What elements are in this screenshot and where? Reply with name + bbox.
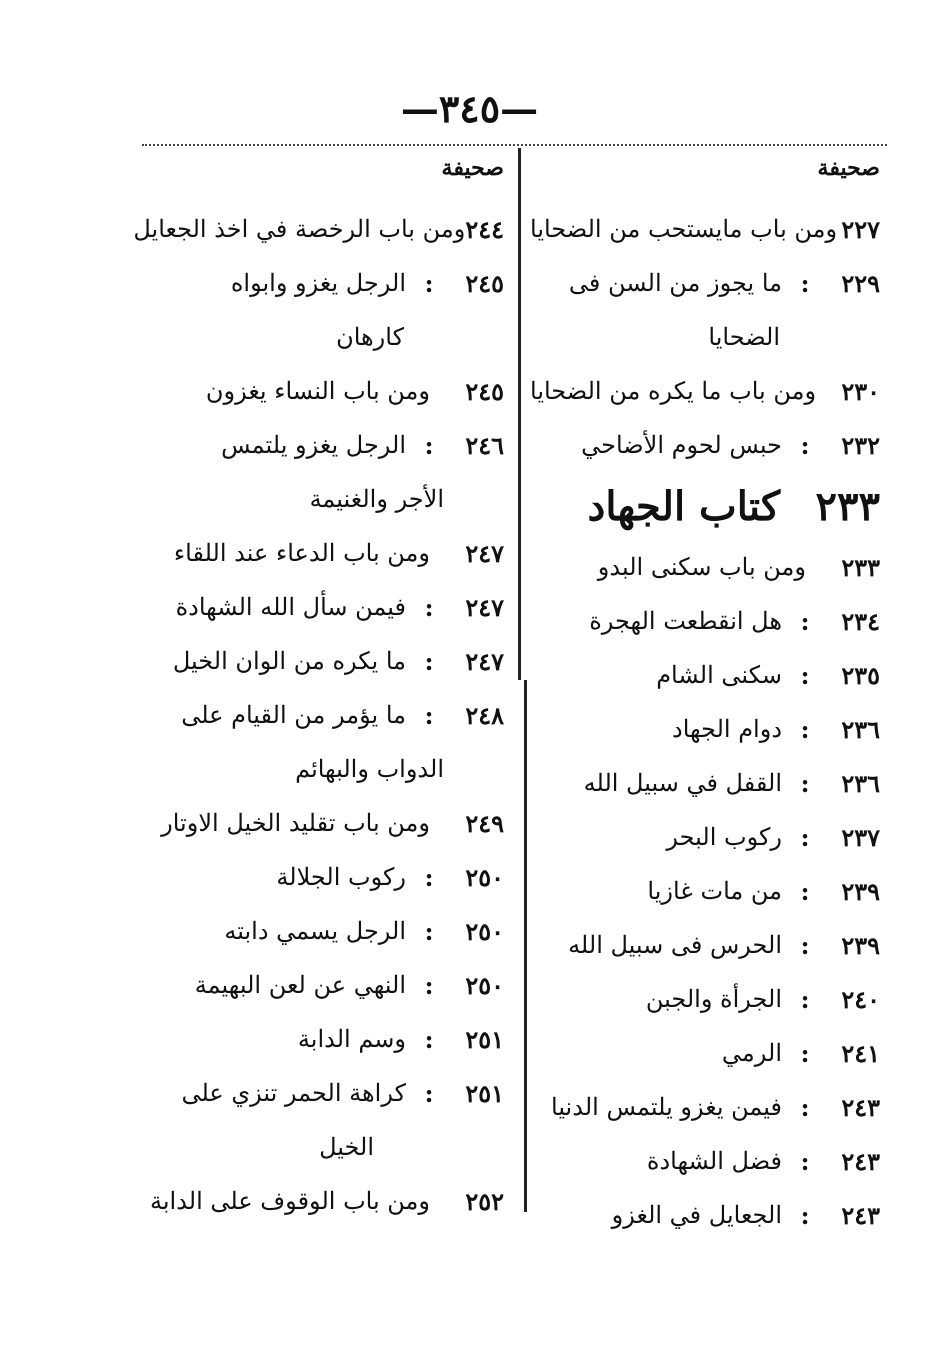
colon-separator: : bbox=[800, 1146, 810, 1176]
page-ref: ٢٣٩ bbox=[841, 876, 880, 906]
entry-title: ومن باب ما يكره من الضحايا bbox=[530, 377, 817, 405]
page-ref: ٢٥٠ bbox=[465, 970, 504, 1000]
colon-separator: : bbox=[800, 1092, 810, 1122]
entry-title: دوام الجهاد bbox=[672, 715, 782, 743]
page-ref: ٢٣٢ bbox=[841, 430, 880, 460]
index-entry bbox=[142, 634, 504, 688]
index-entry bbox=[142, 364, 504, 418]
entry-title: الرجل يسمي دابته bbox=[224, 917, 406, 945]
index-entry bbox=[530, 756, 880, 810]
dotted-top-rule bbox=[142, 144, 887, 146]
entry-title: الأجر والغنيمة bbox=[309, 485, 444, 513]
entry-title: ومن باب مايستحب من الضحايا bbox=[530, 215, 838, 243]
entry-title: ومن باب تقليد الخيل الاوتار bbox=[161, 809, 430, 837]
page-ref: ٢٣٤ bbox=[841, 606, 880, 636]
entry-title: ما يؤمر من القيام على bbox=[181, 701, 406, 729]
colon-separator: : bbox=[800, 1038, 810, 1068]
entry-title: الدواب والبهائم bbox=[295, 755, 444, 783]
entry-title: فيمن يغزو يلتمس الدنيا bbox=[551, 1093, 782, 1121]
index-entry bbox=[142, 904, 504, 958]
page-ref: ٢٣٦ bbox=[841, 768, 880, 798]
page-ref: ٢٣٩ bbox=[841, 930, 880, 960]
colon-separator: : bbox=[800, 660, 810, 690]
colon-separator: : bbox=[800, 714, 810, 744]
colon-separator: : bbox=[424, 1078, 434, 1108]
entry-title: ركوب البحر bbox=[666, 823, 782, 851]
index-entry bbox=[530, 810, 880, 864]
index-entry-continuation bbox=[142, 1120, 504, 1174]
page-ref: ٢٥٢ bbox=[465, 1186, 504, 1216]
page-ref: ٢٤٧ bbox=[465, 646, 504, 676]
colon-separator: : bbox=[424, 916, 434, 946]
index-entry bbox=[142, 1012, 504, 1066]
index-entry bbox=[142, 418, 504, 472]
index-entry bbox=[530, 1080, 880, 1134]
index-entry bbox=[530, 418, 880, 472]
entry-title: ومن باب النساء يغزون bbox=[205, 377, 430, 405]
entry-title: النهي عن لعن البهيمة bbox=[194, 971, 406, 999]
index-entry-continuation bbox=[530, 310, 880, 364]
colon-separator: : bbox=[800, 1200, 810, 1230]
entry-title: من مات غازيا bbox=[647, 877, 782, 905]
section-title: كتاب الجهاد bbox=[587, 482, 780, 530]
entry-title: فيمن سأل الله الشهادة bbox=[175, 593, 406, 621]
entry-title: الرجل يغزو وابواه bbox=[230, 269, 406, 297]
index-entry bbox=[530, 864, 880, 918]
index-entry-continuation bbox=[142, 472, 504, 526]
page-ref: ٢٤٦ bbox=[465, 430, 504, 460]
colon-separator: : bbox=[800, 822, 810, 852]
entry-title: الجرأة والجبن bbox=[645, 985, 782, 1013]
entry-title: ومن باب الدعاء عند اللقاء bbox=[173, 539, 430, 567]
colon-separator: : bbox=[800, 768, 810, 798]
entry-title: الخيل bbox=[319, 1133, 374, 1161]
colon-separator: : bbox=[800, 930, 810, 960]
index-entry bbox=[530, 972, 880, 1026]
page-ref: ٢٤١ bbox=[841, 1038, 880, 1068]
page-ref: ٢٤٧ bbox=[465, 592, 504, 622]
index-entry bbox=[142, 850, 504, 904]
entry-title: الرجل يغزو يلتمس bbox=[221, 431, 406, 459]
page-ref: ٢٥٠ bbox=[465, 916, 504, 946]
entry-title: الجعايل في الغزو bbox=[611, 1201, 782, 1229]
entry-title: وسم الدابة bbox=[297, 1025, 406, 1053]
left-column bbox=[133, 148, 504, 1228]
index-entry bbox=[530, 594, 880, 648]
page-ref: ٢٤٥ bbox=[465, 376, 504, 406]
colon-separator: : bbox=[424, 430, 434, 460]
page-ref: ٢٣٣ bbox=[841, 552, 880, 582]
colon-separator: : bbox=[800, 430, 810, 460]
index-entry bbox=[530, 256, 880, 310]
entry-title: الرمي bbox=[721, 1039, 782, 1067]
entry-title: ومن باب الرخصة في اخذ الجعايل bbox=[133, 215, 466, 243]
page-ref: ٢٢٩ bbox=[841, 268, 880, 298]
entry-title: هل انقطعت الهجرة bbox=[589, 607, 782, 635]
index-entry bbox=[530, 1134, 880, 1188]
colon-separator: : bbox=[424, 1024, 434, 1054]
page-ref: ٢٣٥ bbox=[841, 660, 880, 690]
page-ref: ٢٤٩ bbox=[465, 808, 504, 838]
page-ref: ٢٤٨ bbox=[465, 700, 504, 730]
colon-separator: : bbox=[800, 876, 810, 906]
index-entry bbox=[530, 702, 880, 756]
index-entry bbox=[530, 918, 880, 972]
entry-title: القفل في سبيل الله bbox=[583, 769, 782, 797]
entry-title: كارهان bbox=[336, 323, 404, 351]
index-entry bbox=[142, 256, 504, 310]
colon-separator: : bbox=[424, 646, 434, 676]
entry-title: ركوب الجلالة bbox=[276, 863, 406, 891]
entry-title: فضل الشهادة bbox=[646, 1147, 782, 1175]
index-entry bbox=[133, 202, 504, 256]
page-ref: ٢٣٧ bbox=[841, 822, 880, 852]
page-ref: ٢٢٧ bbox=[841, 214, 880, 244]
page-ref: ٢٥٠ bbox=[465, 862, 504, 892]
index-entry bbox=[530, 540, 880, 594]
page-ref: ٢٤٣ bbox=[841, 1092, 880, 1122]
index-entry bbox=[142, 526, 504, 580]
entry-title: كراهة الحمر تنزي على bbox=[181, 1079, 406, 1107]
page-ref: ٢٣٦ bbox=[841, 714, 880, 744]
index-entry bbox=[142, 580, 504, 634]
index-entry bbox=[142, 796, 504, 850]
right-column bbox=[530, 148, 880, 1242]
index-entry bbox=[530, 648, 880, 702]
entry-title: الحرس فى سبيل الله bbox=[568, 931, 782, 959]
page-ref: ٢٥١ bbox=[465, 1078, 504, 1108]
entry-title: حبس لحوم الأضاحي bbox=[581, 431, 782, 459]
colon-separator: : bbox=[800, 984, 810, 1014]
page-number: —٣٤٥— bbox=[400, 86, 539, 131]
page-ref: ٢٤٣ bbox=[841, 1146, 880, 1176]
colon-separator: : bbox=[800, 268, 810, 298]
index-entry bbox=[530, 1026, 880, 1080]
index-entry bbox=[530, 1188, 880, 1242]
page-ref: ٢٥١ bbox=[465, 1024, 504, 1054]
index-entry bbox=[142, 688, 504, 742]
index-entry bbox=[142, 958, 504, 1012]
entry-title: ومن باب سكنى البدو bbox=[597, 553, 806, 581]
index-entry bbox=[142, 1174, 504, 1228]
page-ref: ٢٣٠ bbox=[841, 376, 880, 406]
page-ref: ٢٣٣ bbox=[815, 482, 880, 530]
page-ref: ٢٤٣ bbox=[841, 1200, 880, 1230]
index-entry bbox=[142, 1066, 504, 1120]
entry-title: سكنى الشام bbox=[656, 661, 782, 689]
colon-separator: : bbox=[424, 268, 434, 298]
column-divider-upper bbox=[518, 148, 521, 680]
entry-title: ما يجوز من السن فى bbox=[568, 269, 782, 297]
entry-title: ما يكره من الوان الخيل bbox=[172, 647, 406, 675]
column-header: صحيفة bbox=[441, 155, 504, 181]
section-heading bbox=[530, 472, 880, 540]
index-entry bbox=[530, 364, 880, 418]
colon-separator: : bbox=[424, 700, 434, 730]
entry-title: الضحايا bbox=[708, 323, 780, 351]
page-ref: ٢٤٧ bbox=[465, 538, 504, 568]
colon-separator: : bbox=[424, 592, 434, 622]
colon-separator: : bbox=[800, 606, 810, 636]
page-ref: ٢٤٤ bbox=[465, 214, 504, 244]
column-divider-lower bbox=[524, 680, 527, 1212]
entry-title: ومن باب الوقوف على الدابة bbox=[149, 1187, 430, 1215]
colon-separator: : bbox=[424, 862, 434, 892]
index-entry-continuation bbox=[142, 742, 504, 796]
index-entry-continuation bbox=[142, 310, 504, 364]
page-ref: ٢٤٠ bbox=[841, 984, 880, 1014]
page-ref: ٢٤٥ bbox=[465, 268, 504, 298]
index-entry bbox=[530, 202, 880, 256]
column-header: صحيفة bbox=[817, 155, 880, 181]
colon-separator: : bbox=[424, 970, 434, 1000]
